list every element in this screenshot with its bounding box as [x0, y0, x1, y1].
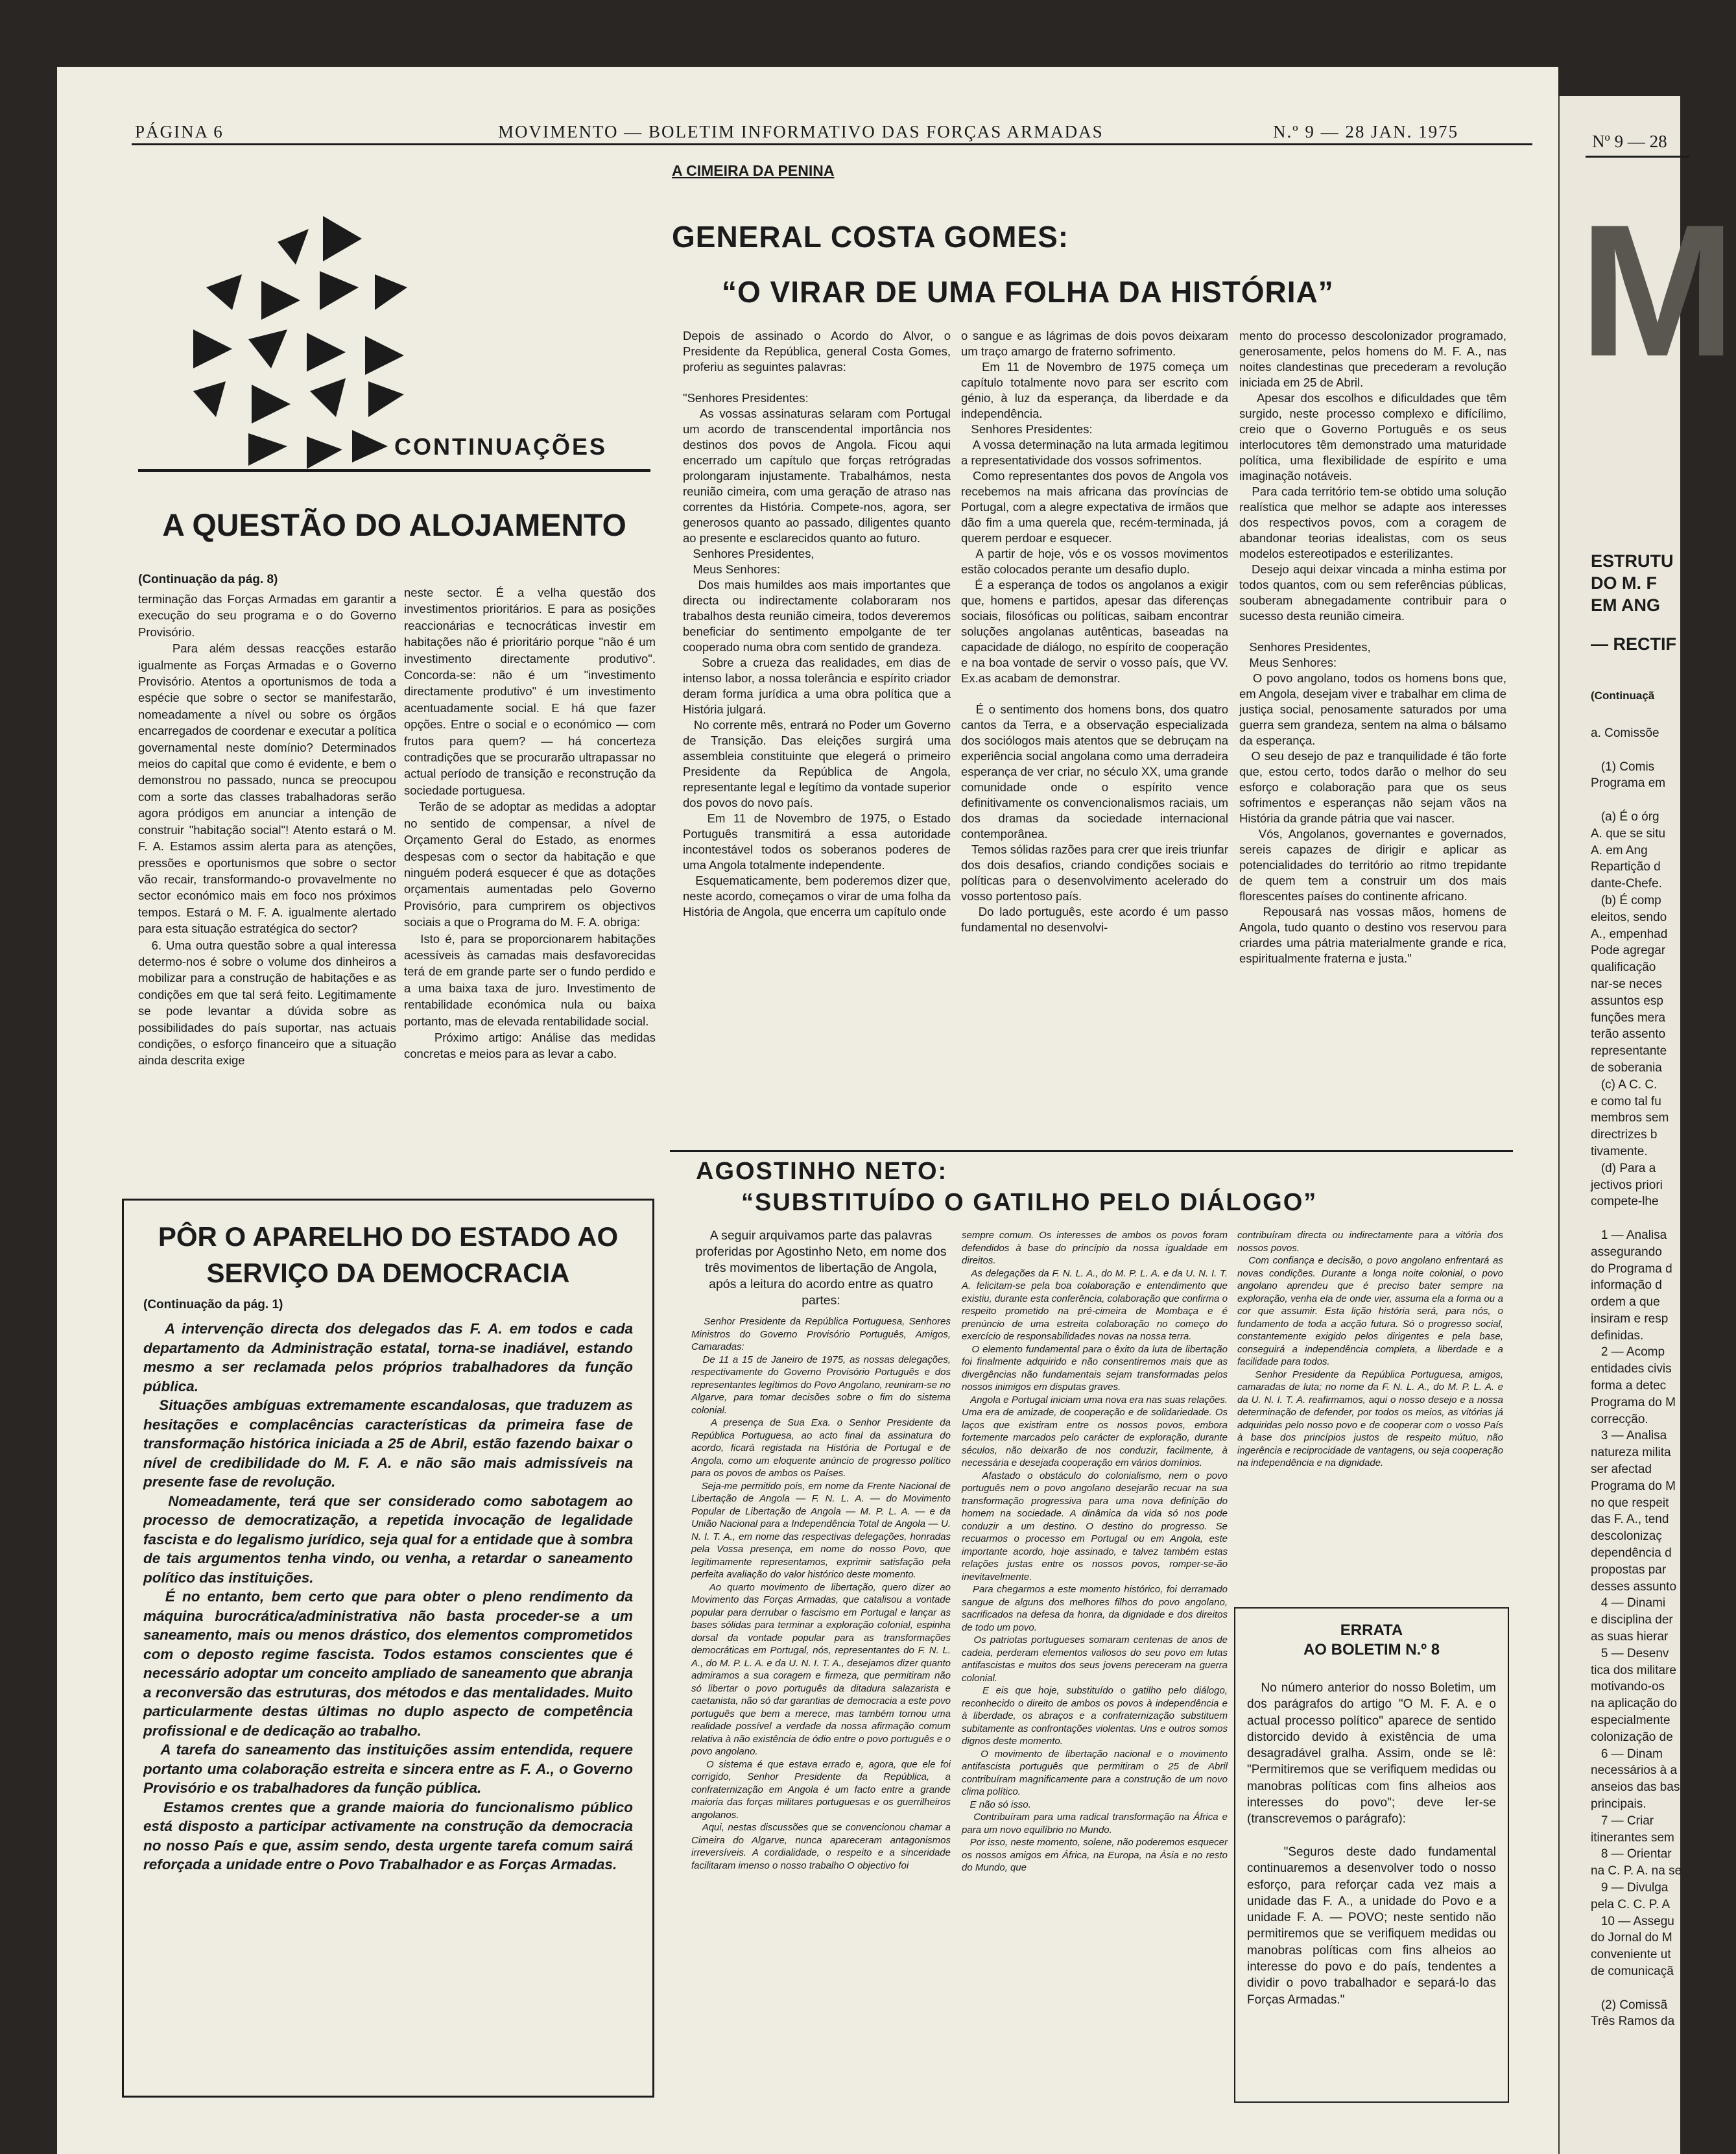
alojamento-continuation: (Continuação da pág. 8): [138, 573, 278, 586]
alojamento-column-2: neste sector. É a velha questão dos investimentos prioritários. E para as posições reaccionárias e tecnocráticas investir em habitações não é prioritário porque "não é um investimento directamente produtivo". Concorda-se: não é um "investimento directamente produtivo" é um investimento acentuadamente social. E há que fazer opções. Entre o social e o económico — com frutos para quem? — há concerteza contradições que se procurarão ultrapassar no actual período de transição e reconstrução da sociedade portuguesa. Terão de se adoptar as medidas a adoptar no sentido de compensar, a nível de Orçamento Geral do Estado, as enormes despesas com o sector da habitação e que ninguém poderá esquecer é que as dotações orçamentais aumentadas pelo Governo Provisório, para cumprirem os objectivos sociais a que o Programa do M. F. A. obriga: Isto é, para se proporcionarem habitações acessíveis às camadas mais desfavorecidas terá de em grande parte ser o fundo perdido e a uma baixa taxa de juro. Investimento de rentabilidade económica nula ou baixa portanto, mas de elevada rentabilidade social. Próximo artigo: Análise das medidas concretas e meios para as levar a cabo.: [404, 586, 656, 1061]
neto-title-1: AGOSTINHO NETO:: [696, 1158, 948, 1185]
gomes-title-1: GENERAL COSTA GOMES:: [672, 220, 1069, 254]
gomes-kicker: A CIMEIRA DA PENINA: [672, 162, 835, 179]
continuacoes-rule: [138, 469, 650, 472]
next-page-body: a. Comissõe (1) Comis Programa em (a) É o órg A. que se situ A. em Ang Repartição d dante-Chefe. (b) É comp eleitos, sendo A., empenhad Pode agregar qualificação nar-se neces assuntos esp funções mera terão assento representante de soberania (c) A C. C. e como tal fu membros sem directrizes b tivamente. (d) Para a jectivos priori compete-lhe 1 — Analisa assegurando do Programa d informação d ordem a que insiram e resp definidas. 2 — Acomp entidades civis forma a detec Programa do M correcção. 3 — Analisa natureza milita ser afectad Programa do M no que respeit das F. A., tend descolonizaç dependência d propostas par desses assunto 4 — Dinami e disciplina der as suas hierar 5 — Desenv tica dos militare motivando-os na aplicação do especialmente colonização de 6 — Dinam necessários à a anseios das bas principais. 7 — Criar itinerantes sem 8 — Orientar na C. P. A. na se 9 — Divulga pela C. C. P. A 10 — Assegu do Jornal do M conveniente ut de comunicaçã (2) Comissã Três Ramos da: [1591, 726, 1682, 2029]
newspaper-page: [57, 67, 1558, 2154]
errata-box: [1234, 1607, 1509, 2103]
next-page-continuation: (Continuaçã: [1591, 689, 1655, 702]
gomes-column-3: mento do processo descolonizador programado, generosamente, pelos homens do M. F. A., nas noites clandestinas que precederam a revolução iniciada em 25 de Abril. Apesar dos escolhos e dificuldades que têm surgido, neste processo complexo e difícílimo, creio que o Governo Português e os seus interlocutores têm demonstrado uma maturidade política, uma flexibilidade de espírito e uma imaginação notáveis. Para cada território tem-se obtido uma solução realística que melhor se adapte aos interesses dos respectivos povos, com a coragem de abandonar teorias idealistas, com os seus modelos estereotipados e esterilizantes. Desejo aqui deixar vincada a minha estima por todos quantos, com ou sem referências públicas, souberam abnegadamente contribuir para o sucesso desta reunião cimeira. Senhores Presidentes, Meus Senhores: O povo angolano, todos os homens bons que, em Angola, desejam viver e trabalhar em clima de justiça social, penosamente saturados por uma guerra sem grandeza, sentem na alma o bálsamo da esperança. O seu desejo de paz e tranquilidade é tão forte que, estou certo, todos darão o melhor do seu esforço e colaboração para que os seus sofrimentos e esperanças não sejam vãos na História da grande pátria que vai nascer. Vós, Angolanos, governantes e governados, sereis capazes de dirigir e aplicar as potencialidades do território ao ritmo trepidante de quem tem a construir um dos mais florescentes países do continente africano. Repousará nas vossas mãos, homens de Angola, tudo quanto o destino vos reservou para criardes uma pátria materialmente grande e rica, espiritualmente fraterna e justa.": [1239, 329, 1507, 965]
neto-column-2: sempre comum. Os interesses de ambos os povos foram defendidos à base do princípio da nossa igualdade em direitos. As delegações da F. N. L. A., do M. P. L. A. e da U. N. I. T. A. felicitam-se pela boa colaboração e entendimento que existiu, durante esta conferência, colaboração que confirma o respeito prometido na pré-cimeira de Mombaça e é prenúncio de uma estreita colaboração no começo do exercício de responsabilidades novas na nossa terra. O elemento fundamental para o êxito da luta de libertação foi finalmente adquirido e não consentiremos mais que as divergências não fundamentais sejam transformadas pelos nossos inimigos em disputas graves. Angola e Portugal iniciam uma nova era nas suas relações. Uma era de amizade, de cooperação e de solidariedade. Os laços que existiram entre os nossos povos, embora fortemente marcados pelo carácter de exploração, durante séculos, não deixarão de nos conduzir, facilmente, à necessária e desejada cooperação em vários domínios. Afastado o obstáculo do colonialismo, nem o povo português nem o povo angolano desejarão recuar na sua transformação progressiva para uma nova definição do homem na sociedade. A dinâmica da vida só nos pode conduzir a um destino. O destino do progresso. Se recuarmos o processo em Portugal ou em Angola, este importante acordo, hoje assinado, e talvez também estas relações justas entre os nossos povos, romper-se-ão inevitavelmente. Para chegarmos a este momento histórico, foi derramado sangue de alguns dos melhores filhos do povo angolano, sacrificados na defesa da honra, da dignidade e dos direitos de todo um povo. Os patriotas portugueses somaram centenas de anos de cadeia, perderam elementos valiosos do seu povo em lutas antifascistas e muitos dos seus jovens pereceram na guerra colonial. E eis que hoje, substituído o gatilho pelo diálogo, reconhecido o direito de ambos os povos à independência e à liberdade, os abraços e a confraternização substituem subitamente as confrontações violentas. Uns e outros somos dignos deste momento. O movimento de libertação nacional e o movimento antifascista português que permitiram o 25 de Abril contribuíram magnificamente para a construção de um novo clima político. E não só isso. Contribuíram para uma radical transformação na África e para um novo equilíbrio no Mundo. Por isso, neste momento, solene, não poderemos esquecer os nossos amigos em África, na Europa, na Ásia e no resto do Mundo, que: [962, 1230, 1228, 1873]
gomes-column-2: o sangue e as lágrimas de dois povos deixaram um traço amargo de fraterno sofrimento. Em 11 de Novembro de 1975 começa um capítulo totalmente novo para ser escrito com génio, à luz da esperança, da liberdade e da independência. Senhores Presidentes: A vossa determinação na luta armada legitimou a representatividade dos vossos sofrimentos. Como representantes dos povos de Angola vos recebemos na mais africana das províncias de Portugal, com a alegre expectativa de irmãos que dão fim a uma querela que, recém-terminada, já querem perdoar e esquecer. A partir de hoje, vós e os vossos movimentos estão colocados perante um desafio duplo. É a esperança de todos os angolanos a exigir que, homens e partidos, apesar das diferenças sociais, filosóficas ou políticas, saibam encontrar soluções angolanas autênticas, baseadas na capacidade de diálogo, no espírito de cooperação e na boa vontade de servir o vosso país, que VV. Ex.as acabam de demonstrar. É o sentimento dos homens bons, dos quatro cantos da Terra, e a observação especializada dos sociólogos mais atentos que se debruçam na experiência social angolana como uma derradeira esperança de ver criar, no século XX, uma grande comunidade onde o espírito vence definitivamente os convencionalismos raciais, um dos dramas da sociedade internacional contemporânea. Temos sólidas razões para crer que ireis triunfar dos dois desafios, criando condições sociais e políticas para o desenvolvimento acelerado do vosso portentoso país. Do lado português, este acordo é um passo fundamental no desenvolvi-: [961, 329, 1229, 934]
alojamento-title: A QUESTÃO DO ALOJAMENTO: [162, 509, 626, 543]
gomes-column-1: Depois de assinado o Acordo do Alvor, o Presidente da República, general Costa Gomes, proferiu as seguintes palavras: "Senhores Presidentes: As vossas assinaturas selaram com Portugal um acordo de transcendental importância nos destinos dos povos de Angola. Ficou aqui encerrado um capítulo que forças retrógradas prolongaram injustamente. Trabalhámos, nesta reunião cimeira, com uma geração de atraso nas correntes da História. Compete-nos, agora, ser generosos quanto ao passado, diligentes quanto ao presente e esclarecidos quanto ao futuro. Senhores Presidentes, Meus Senhores: Dos mais humildes aos mais importantes que directa ou indirectamente colaboraram nos trabalhos desta reunião cimeira, todos deveremos beneficiar do sentimento empolgante de ter cooperado numa obra com sentido de grandeza. Sobre a crueza das realidades, em dias de intenso labor, a nossa tolerância e espírito criador deram forma jurídica a uma obra política que a História julgará. No corrente mês, entrará no Poder um Governo de Transição. Das eleições surgirá uma assembleia constituinte que elegerá o primeiro Presidente da República de Angola, representante legal e legítimo da vontade superior dos povos do novo país. Em 11 de Novembro de 1975, o Estado Português transmitirá a essa autoridade incontestável todos os soberanos poderes de uma Angola totalmente independente. Esquematicamente, bem poderemos dizer que, neste acordo, começamos o virar de uma folha da História de Angola, que encerra um capítulo onde: [683, 329, 951, 918]
aparelho-continuation: (Continuação da pág. 1): [143, 1298, 283, 1311]
arrows-graphic: [180, 203, 427, 514]
aparelho-title: PÔR O APARELHO DO ESTADO AO SERVIÇO DA DEMOCRACIA: [158, 1221, 619, 1288]
next-page-rule: [1586, 156, 1689, 158]
next-page-masthead: M: [1579, 185, 1736, 396]
gomes-title-2: “O VIRAR DE UMA FOLHA DA HISTÓRIA”: [722, 275, 1334, 309]
neto-intro: A seguir arquivamos parte das palavras proferidas por Agostinho Neto, em nome dos três movimentos de libertação de Angola, após a leitura do acordo entre as quatro partes:: [695, 1228, 950, 1308]
publication-title: MOVIMENTO — BOLETIM INFORMATIVO DAS FORÇAS ARMADAS: [498, 122, 1104, 141]
neto-column-1: Senhor Presidente da República Portuguesa, Senhores Ministros do Governo Provisório Português, Amigos, Camaradas: De 11 a 15 de Janeiro de 1975, as nossas delegações, respectivamente do Governo Provisório Português e dos representantes legítimos do Povo Angolano, reuniram-se no Algarve, para tomar decisões sobre o fim do sistema colonial. A presença de Sua Exa. o Senhor Presidente da República Portuguesa, ao acto final da assinatura do acordo, ficará registada na História de Portugal e de Angola, como um eloquente anúncio de progresso político para os povos de ambos os Países. Seja-me permitido pois, em nome da Frente Nacional de Libertação de Angola — F. N. L. A. — do Movimento Popular de Libertação de Angola — M. P. L. A. — e da União Nacional para a Independência Total de Angola — U. N. I. T. A., em nome das respectivas delegações, honradas pela Vossa presença, em nome do nosso Povo, que legitimamente representamos, exprimir satisfação pela perfeita avaliação do valor histórico deste momento. Ao quarto movimento de libertação, quero dizer ao Movimento das Forças Armadas, que catalisou a vontade popular para derrubar o fascismo em Portugal e lançar as bases sólidas para terminar a exploração colonial, espinha dorsal da vontade popular para as transformações democráticas em Portugal, nós, representantes do F. N. L. A., do M. P. L. A. e da U. N. I. T. A., desejamos dizer quanto admiramos a sua coragem e firmeza, que permitiram não só libertar o povo português da ditadura salazarista e caetanista, não só dar garantias de democracia a este povo português que bem a merece, mas também tornou uma realidade possível a verdade da nossa afirmação comum relativa à não existência de ódio entre o povo português e o povo angolano. O sistema é que estava errado e, agora, que ele foi corrigido, Senhor Presidente da República, a confraternização em Angola é um facto entre a grande maioria das forças militares portuguesas e os guerrilheiros angolanos. Aqui, nestas discussões que se convencionou chamar a Cimeira do Algarve, nunca apareceram antagonismos irreversíveis. A cordialidade, o respeito e a sinceridade facilitaram imenso o nosso trabalho O objectivo foi: [691, 1316, 951, 1871]
errata-title-2: AO BOLETIM N.º 8: [1303, 1641, 1440, 1658]
next-page-headline: ESTRUTU DO M. F EM ANG: [1591, 551, 1674, 615]
next-page-subhead: — RECTIF: [1591, 634, 1676, 654]
continuacoes-label: CONTINUAÇÕES: [394, 433, 608, 460]
neto-column-3: contribuíram directa ou indirectamente para a vitória dos nossos povos. Com confiança e decisão, o povo angolano enfrentará as novas condições. Durante a longa noite colonial, o povo angolano aprendeu que é preciso bater sempre na exploração, venha ela de onde vier, assuma ela a forma ou a cor que assumir. Esta lição história será, para nós, o fundamento de toda a acção futura. Só o progresso social, constantemente exigido pelos dirigentes e pela base, conseguirá a independência completa, a liberdade e a facilidade para todos. Senhor Presidente da República Portuguesa, amigos, camaradas de luta; no nome da F. N. L. A., do M. P. L. A. e da U. N. I. T. A. reafirmamos, aqui o nosso desejo e a nossa determinação de defender, por todos os meios, as vitórias já adquiridas pelo nosso povo e de cooperar com o vosso País à base dos princípios justos de respeito mútuo, não ingerência e reciprocidade de vantagens, ou seja cooperação na independência e na dignidade.: [1237, 1230, 1503, 1468]
gomes-bottom-rule: [670, 1150, 1513, 1152]
neto-title-2: “SUBSTITUÍDO O GATILHO PELO DIÁLOGO”: [741, 1189, 1318, 1216]
header-rule: [132, 143, 1532, 145]
next-page-issue: Nº 9 — 28: [1592, 132, 1667, 151]
issue-date: N.º 9 — 28 JAN. 1975: [1273, 122, 1459, 141]
alojamento-column-1: terminação das Forças Armadas em garantir a execução do seu programa e o do Governo Provisório. Para além dessas reacções estarão igualmente as Forças Armadas e o Governo Provisório. Atentos a oportunismos de toda a espécie que sobre o sector se manifestarão, nomeadamente a nível ou sobre os órgãos encarregados de coordenar e executar a política governamental neste domínio? Determinados meios do capital que como é evidente, e bem o demonstrou no passado, nunca se preocupou com a sorte das classes trabalhadoras serão agora pródigos em anunciar a intenção de construir "habitação social"! Atento estará o M. F. A. Estamos assim alerta para as atenções, pressões e oportunismos que sobre o sector vão recair, transformando-o provavelmente no sector económico mais em foco nos próximos tempos. Estará o M. F. A. igualmente alertado para esta situação estratégica do sector? 6. Uma outra questão sobre a qual interessa determo-nos é sobre o volume dos dinheiros a mobilizar para a construção de habitações e as condições em que tal será feito. Legitimamente se pode levantar a dúvida sobre as possibilidades do país suportar, nas actuais condições, o esforço financeiro que a situação ainda descrita exige: [138, 592, 397, 1068]
page-label: PÁGINA 6: [135, 122, 224, 141]
next-page-edge: [1558, 96, 1736, 2154]
errata-title-1: ERRATA: [1340, 1621, 1403, 1639]
aparelho-box: [122, 1199, 654, 2098]
errata-body: No número anterior do nosso Boletim, um dos parágrafos do artigo "O M. F. A. e o actual processo político" aparece de sentido distorcido devido à existência de uma desagradável gralha. Assim, onde se lê: "Permitiremos que se verifiquem medidas ou manobras políticas com fins alheios aos interesses do povo"; deve ler-se (transcrevemos o parágrafo): "Seguros deste dado fundamental continuaremos a desenvolver todo o nosso esforço, para reforçar cada vez mais a unidade das F. A., a unidade do Povo e a unidade F. A. — POVO; neste sentido não permitiremos que se verifiquem medidas ou manobras políticas com fins alheios ao interesse do povo e do país, tendentes a dividir o povo trabalhador e separá-lo das Forças Armadas.": [1247, 1681, 1497, 2007]
aparelho-body: A intervenção directa dos delegados das F. A. em todos e cada departamento da Administração estatal, torna-se inadiável, estando mesmo a ser reclamada pelos próprios trabalhadores da função pública. Situações ambíguas extremamente escandalosas, que traduzem as hesitações e complacências características da primeira fase de transformação histórica iniciada a 25 de Abril, estão fazendo baixar o nível de credibilidade do M. F. A. e não são mais admissíveis na presente fase de revolução. Nomeadamente, terá que ser considerado como sabotagem ao processo de democratização, a repetida invocação de legalidade fascista e do legalismo jurídico, seja qual for a entidade que à sombra de tais argumentos tenha vindo, ou venha, a retardar o saneamento político das instituições. É no entanto, bem certo que para obter o pleno rendimento da máquina burocrática/administrativa não basta proceder-se a um saneamento, mais ou menos drástico, dos elementos comprometidos com o deposto regime fascista. Todos estamos conscientes que é necessário adoptar um conceito ampliado de saneamento que abranja a reconversão das estruturas, dos métodos e das mentalidades. Muito particularmente destas últimas no duplo aspecto de competência profissional e de dedicação ao trabalho. A tarefa do saneamento das instituições assim entendida, requere portanto uma colaboração estreita e sincera entre as F. A., o Governo Provisório e os trabalhadores da função pública. Estamos crentes que a grande maioria do funcionalismo público está disposto a participar activamente na construção da democracia no nosso País e que, assim sendo, desta urgente tarefa comum sairá reforçada a unidade entre o Povo Trabalhador e as Forças Armadas.: [143, 1321, 634, 1873]
